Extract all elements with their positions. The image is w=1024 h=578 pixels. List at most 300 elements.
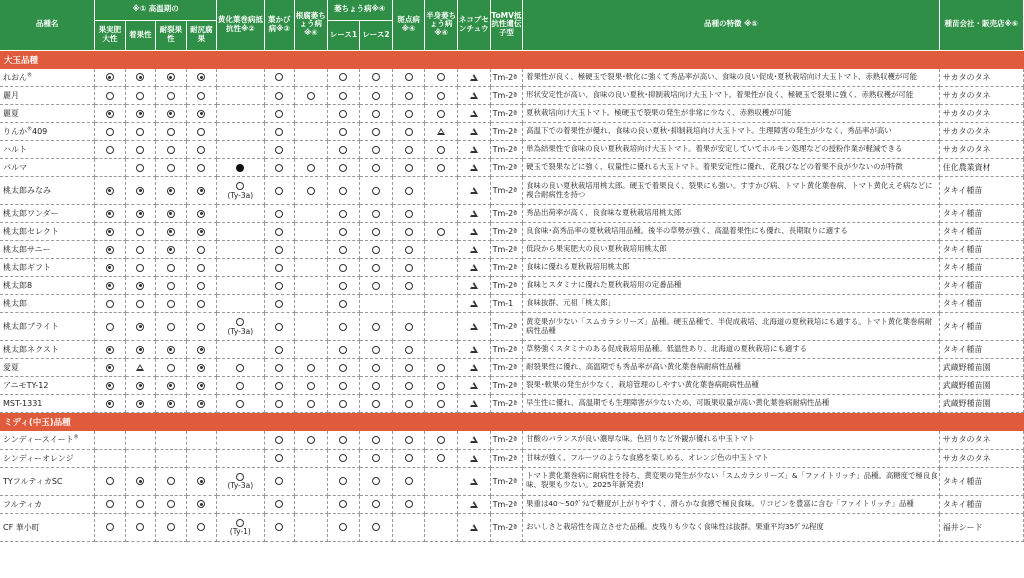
rating-cell	[217, 377, 264, 395]
circle-icon	[136, 164, 144, 172]
variety-features: 草勢強くスタミナのある促成栽培用品種。低温性あり、北海道の夏秋栽培にも適する	[523, 341, 940, 359]
circle-icon	[339, 164, 347, 172]
seed-company: 武蔵野種苗園	[939, 377, 1023, 395]
rating-cell	[457, 205, 490, 223]
rating-cell	[295, 395, 328, 413]
rating-cell	[360, 141, 393, 159]
circle-icon	[405, 92, 413, 100]
circle-icon	[372, 264, 380, 272]
double-circle-icon	[136, 187, 144, 195]
circle-icon	[275, 436, 283, 444]
double-circle-icon	[106, 264, 114, 272]
rating-cell	[392, 431, 425, 449]
variety-features: 甘酸のバランスが良い濃厚な味。色回りなど外観が優れる中玉トマト	[523, 431, 940, 449]
rating-cell	[360, 467, 393, 495]
rating-cell	[125, 431, 156, 449]
circle-icon	[275, 346, 283, 354]
circle-icon	[405, 128, 413, 136]
rating-cell	[392, 205, 425, 223]
circle-icon	[275, 323, 283, 331]
variety-name: 桃太郎みなみ	[0, 177, 95, 205]
rating-cell	[186, 277, 217, 295]
seed-company: 住化農業資材	[939, 159, 1023, 177]
circle-icon	[167, 364, 175, 372]
rating-cell	[327, 177, 360, 205]
double-circle-icon	[136, 323, 144, 331]
circle-icon	[275, 246, 283, 254]
header-spot: 斑点病※④	[392, 0, 425, 50]
variety-name: 桃太郎ワンダー	[0, 205, 95, 223]
circle-icon	[405, 110, 413, 118]
header-fusarium-group: 萎ちょう病※④	[327, 0, 392, 20]
triangle-icon	[470, 146, 478, 153]
variety-features: 食味抜群、元祖「桃太郎」	[523, 295, 940, 313]
rating-cell	[186, 105, 217, 123]
variety-features: 食味に優れる夏秋栽培用桃太郎	[523, 259, 940, 277]
circle-icon	[197, 300, 205, 308]
triangle-icon	[470, 164, 478, 171]
rating-cell	[217, 449, 264, 467]
rating-cell	[457, 105, 490, 123]
circle-icon	[167, 500, 175, 508]
tomv-genotype: Tm-2ª	[490, 495, 523, 513]
rating-cell	[425, 313, 458, 341]
rating-cell	[295, 69, 328, 87]
rating-cell	[264, 377, 295, 395]
seed-company: サカタのタネ	[939, 123, 1023, 141]
rating-cell	[156, 159, 187, 177]
tomv-genotype: Tm-2ª	[490, 359, 523, 377]
rating-cell	[392, 123, 425, 141]
header-name: 品種名	[0, 0, 95, 50]
triangle-icon	[470, 282, 478, 289]
circle-icon	[167, 164, 175, 172]
variety-features: 甘味が強く、フルーツのような食感を楽しめる、オレンジ色の中玉トマト	[523, 449, 940, 467]
header-features: 品種の特徴 ※⑤	[523, 0, 940, 50]
circle-icon	[372, 500, 380, 508]
rating-cell	[360, 87, 393, 105]
seed-company: タキイ種苗	[939, 223, 1023, 241]
rating-cell	[360, 223, 393, 241]
variety-name: ハルト	[0, 141, 95, 159]
tomv-genotype: Tm-2ª	[490, 395, 523, 413]
tomv-genotype: Tm-2ª	[490, 159, 523, 177]
circle-icon	[339, 436, 347, 444]
seed-company: 武蔵野種苗園	[939, 395, 1023, 413]
rating-cell	[264, 159, 295, 177]
rating-cell	[457, 259, 490, 277]
rating-cell	[392, 177, 425, 205]
rating-cell	[360, 295, 393, 313]
rating-cell	[457, 377, 490, 395]
double-circle-icon	[197, 382, 205, 390]
rating-cell	[217, 277, 264, 295]
header-hot-col: 果実肥大性	[95, 20, 126, 50]
triangle-icon	[470, 300, 478, 307]
double-circle-icon	[167, 346, 175, 354]
double-circle-icon	[136, 282, 144, 290]
rating-cell	[327, 159, 360, 177]
circle-icon	[106, 523, 114, 531]
rating-cell	[392, 259, 425, 277]
rating-cell	[392, 277, 425, 295]
seed-company: サカタのタネ	[939, 87, 1023, 105]
circle-icon	[437, 164, 445, 172]
rating-cell	[457, 69, 490, 87]
rating-cell	[264, 277, 295, 295]
rating-cell	[95, 295, 126, 313]
circle-icon	[437, 146, 445, 154]
rating-cell	[217, 241, 264, 259]
circle-icon	[339, 146, 347, 154]
triangle-icon	[470, 382, 478, 389]
rating-cell	[264, 223, 295, 241]
rating-cell	[360, 341, 393, 359]
ty-gene: (Ty-1)	[229, 527, 251, 536]
tomv-genotype: Tm-2ª	[490, 277, 523, 295]
circle-icon	[307, 92, 315, 100]
rating-cell	[95, 241, 126, 259]
table-row	[0, 69, 1024, 87]
rating-cell	[457, 223, 490, 241]
rating-cell	[186, 377, 217, 395]
rating-cell	[392, 105, 425, 123]
circle-icon	[437, 228, 445, 236]
circle-icon	[167, 146, 175, 154]
rating-cell	[425, 377, 458, 395]
header-tylcv: 黄化葉巻病抵抗性※②	[217, 0, 264, 50]
rating-cell	[457, 295, 490, 313]
circle-icon	[372, 110, 380, 118]
circle-icon	[339, 323, 347, 331]
rating-cell	[125, 141, 156, 159]
double-circle-icon	[106, 364, 114, 372]
rating-cell	[264, 431, 295, 449]
circle-icon	[136, 264, 144, 272]
rating-cell	[217, 513, 264, 541]
ty-gene: (Ty-3a)	[227, 326, 254, 336]
tomv-genotype: Tm-1	[490, 295, 523, 313]
triangle-icon	[470, 400, 478, 407]
variety-name: パルマ	[0, 159, 95, 177]
rating-cell	[295, 495, 328, 513]
double-circle-icon	[197, 477, 205, 485]
table-row	[0, 205, 1024, 223]
double-circle-icon	[197, 346, 205, 354]
circle-icon	[437, 436, 445, 444]
variety-features: 単為結果性で食味の良い夏秋栽培向け大玉トマト。着果が安定していてホルモン処理などの授粉作業が軽減できる	[523, 141, 940, 159]
variety-name: りんか®409	[0, 123, 95, 141]
rating-cell	[327, 395, 360, 413]
tomv-genotype: Tm-2ª	[490, 69, 523, 87]
rating-cell	[156, 241, 187, 259]
rating-cell	[95, 123, 126, 141]
table-row	[0, 177, 1024, 205]
circle-icon	[275, 477, 283, 485]
rating-cell	[217, 87, 264, 105]
rating-cell	[295, 513, 328, 541]
rating-cell	[186, 87, 217, 105]
circle-icon	[372, 92, 380, 100]
rating-cell	[186, 159, 217, 177]
rating-cell	[327, 259, 360, 277]
variety-features: 硬玉で裂果などに強く、収量性に優れる大玉トマト。着果安定性に優れ、花飛びなどの着果不良が少ないのが特徴	[523, 159, 940, 177]
circle-icon	[275, 523, 283, 531]
circle-icon	[275, 210, 283, 218]
rating-cell	[392, 395, 425, 413]
rating-cell	[327, 431, 360, 449]
variety-name: アニモTY-12	[0, 377, 95, 395]
circle-icon	[405, 73, 413, 81]
rating-cell	[156, 359, 187, 377]
circle-icon	[372, 73, 380, 81]
circle-icon	[437, 73, 445, 81]
rating-cell	[295, 359, 328, 377]
variety-name: フルティカ	[0, 495, 95, 513]
table-row	[0, 359, 1024, 377]
rating-cell	[392, 449, 425, 467]
section-header	[0, 50, 1024, 69]
table-row	[0, 295, 1024, 313]
rating-cell	[264, 87, 295, 105]
triangle-icon	[470, 110, 478, 117]
rating-cell	[392, 241, 425, 259]
triangle-icon	[437, 128, 445, 135]
circle-icon	[339, 187, 347, 195]
variety-name: 麗夏	[0, 105, 95, 123]
circle-icon	[339, 382, 347, 390]
tomv-genotype: Tm-2ª	[490, 141, 523, 159]
table-row	[0, 313, 1024, 341]
rating-cell	[95, 449, 126, 467]
rating-cell	[264, 467, 295, 495]
circle-icon	[236, 382, 244, 390]
seed-company: サカタのタネ	[939, 69, 1023, 87]
circle-icon	[136, 300, 144, 308]
circle-icon	[339, 346, 347, 354]
table-header	[0, 0, 1024, 50]
circle-icon	[136, 146, 144, 154]
circle-icon	[197, 282, 205, 290]
triangle-icon	[470, 187, 478, 194]
rating-cell	[295, 141, 328, 159]
rating-cell	[186, 395, 217, 413]
circle-icon	[197, 323, 205, 331]
rating-cell	[360, 177, 393, 205]
rating-cell	[295, 313, 328, 341]
rating-cell	[186, 223, 217, 241]
circle-icon	[437, 400, 445, 408]
rating-cell	[95, 205, 126, 223]
rating-cell	[327, 467, 360, 495]
triangle-icon	[470, 74, 478, 81]
double-circle-icon	[136, 110, 144, 118]
rating-cell	[392, 359, 425, 377]
circle-icon	[275, 500, 283, 508]
rating-cell	[295, 123, 328, 141]
rating-cell	[295, 431, 328, 449]
rating-cell	[125, 313, 156, 341]
seed-company: 福井シード	[939, 513, 1023, 541]
registered-mark: ®	[73, 434, 79, 441]
rating-cell	[186, 431, 217, 449]
rating-cell	[425, 223, 458, 241]
variety-features: 食味の良い夏秋栽培用桃太郎。硬玉で着果良く、裂果にも強い。すすかび病、トマト黄化葉巻病、トマト黄化えそ病などに複合耐病性を持つ	[523, 177, 940, 205]
rating-cell	[392, 313, 425, 341]
tomv-genotype: Tm-2ª	[490, 205, 523, 223]
rating-cell	[392, 513, 425, 541]
circle-icon	[167, 128, 175, 136]
rating-cell	[217, 141, 264, 159]
rating-cell	[425, 341, 458, 359]
rating-cell	[327, 341, 360, 359]
variety-name: れおん®	[0, 69, 95, 87]
rating-cell	[264, 141, 295, 159]
rating-cell	[264, 123, 295, 141]
rating-cell	[95, 313, 126, 341]
circle-icon	[405, 264, 413, 272]
circle-icon	[275, 264, 283, 272]
rating-cell	[95, 341, 126, 359]
variety-name: 桃太郎	[0, 295, 95, 313]
rating-cell	[156, 467, 187, 495]
triangle-icon	[470, 501, 478, 508]
table-row	[0, 449, 1024, 467]
table-row	[0, 241, 1024, 259]
circle-icon	[106, 92, 114, 100]
triangle-icon	[470, 228, 478, 235]
circle-icon	[405, 228, 413, 236]
seed-company: タキイ種苗	[939, 259, 1023, 277]
rating-cell	[457, 241, 490, 259]
rating-cell	[156, 141, 187, 159]
circle-icon	[339, 228, 347, 236]
circle-icon	[405, 282, 413, 290]
table-row	[0, 467, 1024, 495]
registered-mark: ®	[27, 126, 32, 133]
rating-cell	[125, 69, 156, 87]
rating-cell	[425, 177, 458, 205]
rating-cell	[327, 87, 360, 105]
rating-cell	[457, 395, 490, 413]
rating-cell	[295, 277, 328, 295]
circle-icon	[236, 182, 244, 190]
rating-cell	[125, 395, 156, 413]
seed-company: タキイ種苗	[939, 467, 1023, 495]
tomv-genotype: Tm-2ª	[490, 177, 523, 205]
circle-icon	[372, 187, 380, 195]
table-row	[0, 105, 1024, 123]
circle-icon	[136, 128, 144, 136]
circle-icon	[275, 300, 283, 308]
rating-cell	[186, 359, 217, 377]
header-root-wilt: 根腐萎ちょう病※④	[295, 0, 328, 50]
seed-company: サカタのタネ	[939, 449, 1023, 467]
rating-cell	[264, 449, 295, 467]
seed-company: タキイ種苗	[939, 277, 1023, 295]
circle-icon	[275, 228, 283, 236]
circle-icon	[405, 454, 413, 462]
rating-cell	[186, 467, 217, 495]
variety-features: 果重は40～50ｸﾞﾗﾑで糖度が上がりやすく、滑らかな食感で極良食味。リコピンを豊富に含む「ファイトリッチ」品種	[523, 495, 940, 513]
rating-cell	[125, 87, 156, 105]
rating-cell	[457, 123, 490, 141]
rating-cell	[425, 495, 458, 513]
rating-cell	[457, 513, 490, 541]
double-circle-icon	[106, 73, 114, 81]
rating-cell	[360, 69, 393, 87]
tomv-genotype: Tm-2ª	[490, 87, 523, 105]
variety-features: 低段から果実肥大の良い夏秋栽培用桃太郎	[523, 241, 940, 259]
rating-cell	[156, 87, 187, 105]
rating-cell	[425, 359, 458, 377]
circle-icon	[372, 228, 380, 236]
circle-icon	[106, 300, 114, 308]
double-circle-icon	[106, 346, 114, 354]
variety-name: 桃太郎セレクト	[0, 223, 95, 241]
rating-cell	[295, 341, 328, 359]
circle-icon	[339, 246, 347, 254]
seed-company: タキイ種苗	[939, 295, 1023, 313]
circle-icon	[372, 128, 380, 136]
circle-icon	[437, 364, 445, 372]
rating-cell	[360, 359, 393, 377]
circle-icon	[339, 282, 347, 290]
circle-icon	[136, 228, 144, 236]
circle-icon	[167, 300, 175, 308]
rating-cell	[95, 467, 126, 495]
seed-company: タキイ種苗	[939, 177, 1023, 205]
variety-name: 桃太郎ネクスト	[0, 341, 95, 359]
circle-icon	[106, 323, 114, 331]
double-circle-icon	[106, 400, 114, 408]
rating-cell	[425, 105, 458, 123]
rating-cell	[457, 87, 490, 105]
variety-name: TYフルティカSC	[0, 467, 95, 495]
rating-cell	[425, 431, 458, 449]
rating-cell	[125, 495, 156, 513]
triangle-icon	[470, 323, 478, 330]
seed-company: サカタのタネ	[939, 141, 1023, 159]
header-leaf-mold: 葉かび病※③	[264, 0, 295, 50]
circle-icon	[405, 436, 413, 444]
rating-cell	[125, 377, 156, 395]
variety-features: 早生性に優れ、高温期でも生理障害が少ないため、可販果収量が高い黄化葉巻病耐病性品種	[523, 395, 940, 413]
circle-icon	[405, 500, 413, 508]
tomv-genotype: Tm-2ª	[490, 377, 523, 395]
variety-name: CF 華小町	[0, 513, 95, 541]
circle-icon	[307, 382, 315, 390]
circle-icon	[307, 436, 315, 444]
variety-name: MST-1331	[0, 395, 95, 413]
rating-cell	[425, 123, 458, 141]
circle-icon	[372, 382, 380, 390]
rating-cell	[156, 377, 187, 395]
double-circle-icon	[136, 400, 144, 408]
circle-icon	[167, 523, 175, 531]
rating-cell	[392, 295, 425, 313]
table-row	[0, 431, 1024, 449]
double-circle-icon	[167, 246, 175, 254]
rating-cell	[264, 105, 295, 123]
circle-icon	[405, 246, 413, 254]
circle-icon	[167, 92, 175, 100]
rating-cell	[392, 495, 425, 513]
rating-cell	[295, 177, 328, 205]
double-circle-icon	[197, 210, 205, 218]
rating-cell	[425, 205, 458, 223]
rating-cell	[217, 359, 264, 377]
